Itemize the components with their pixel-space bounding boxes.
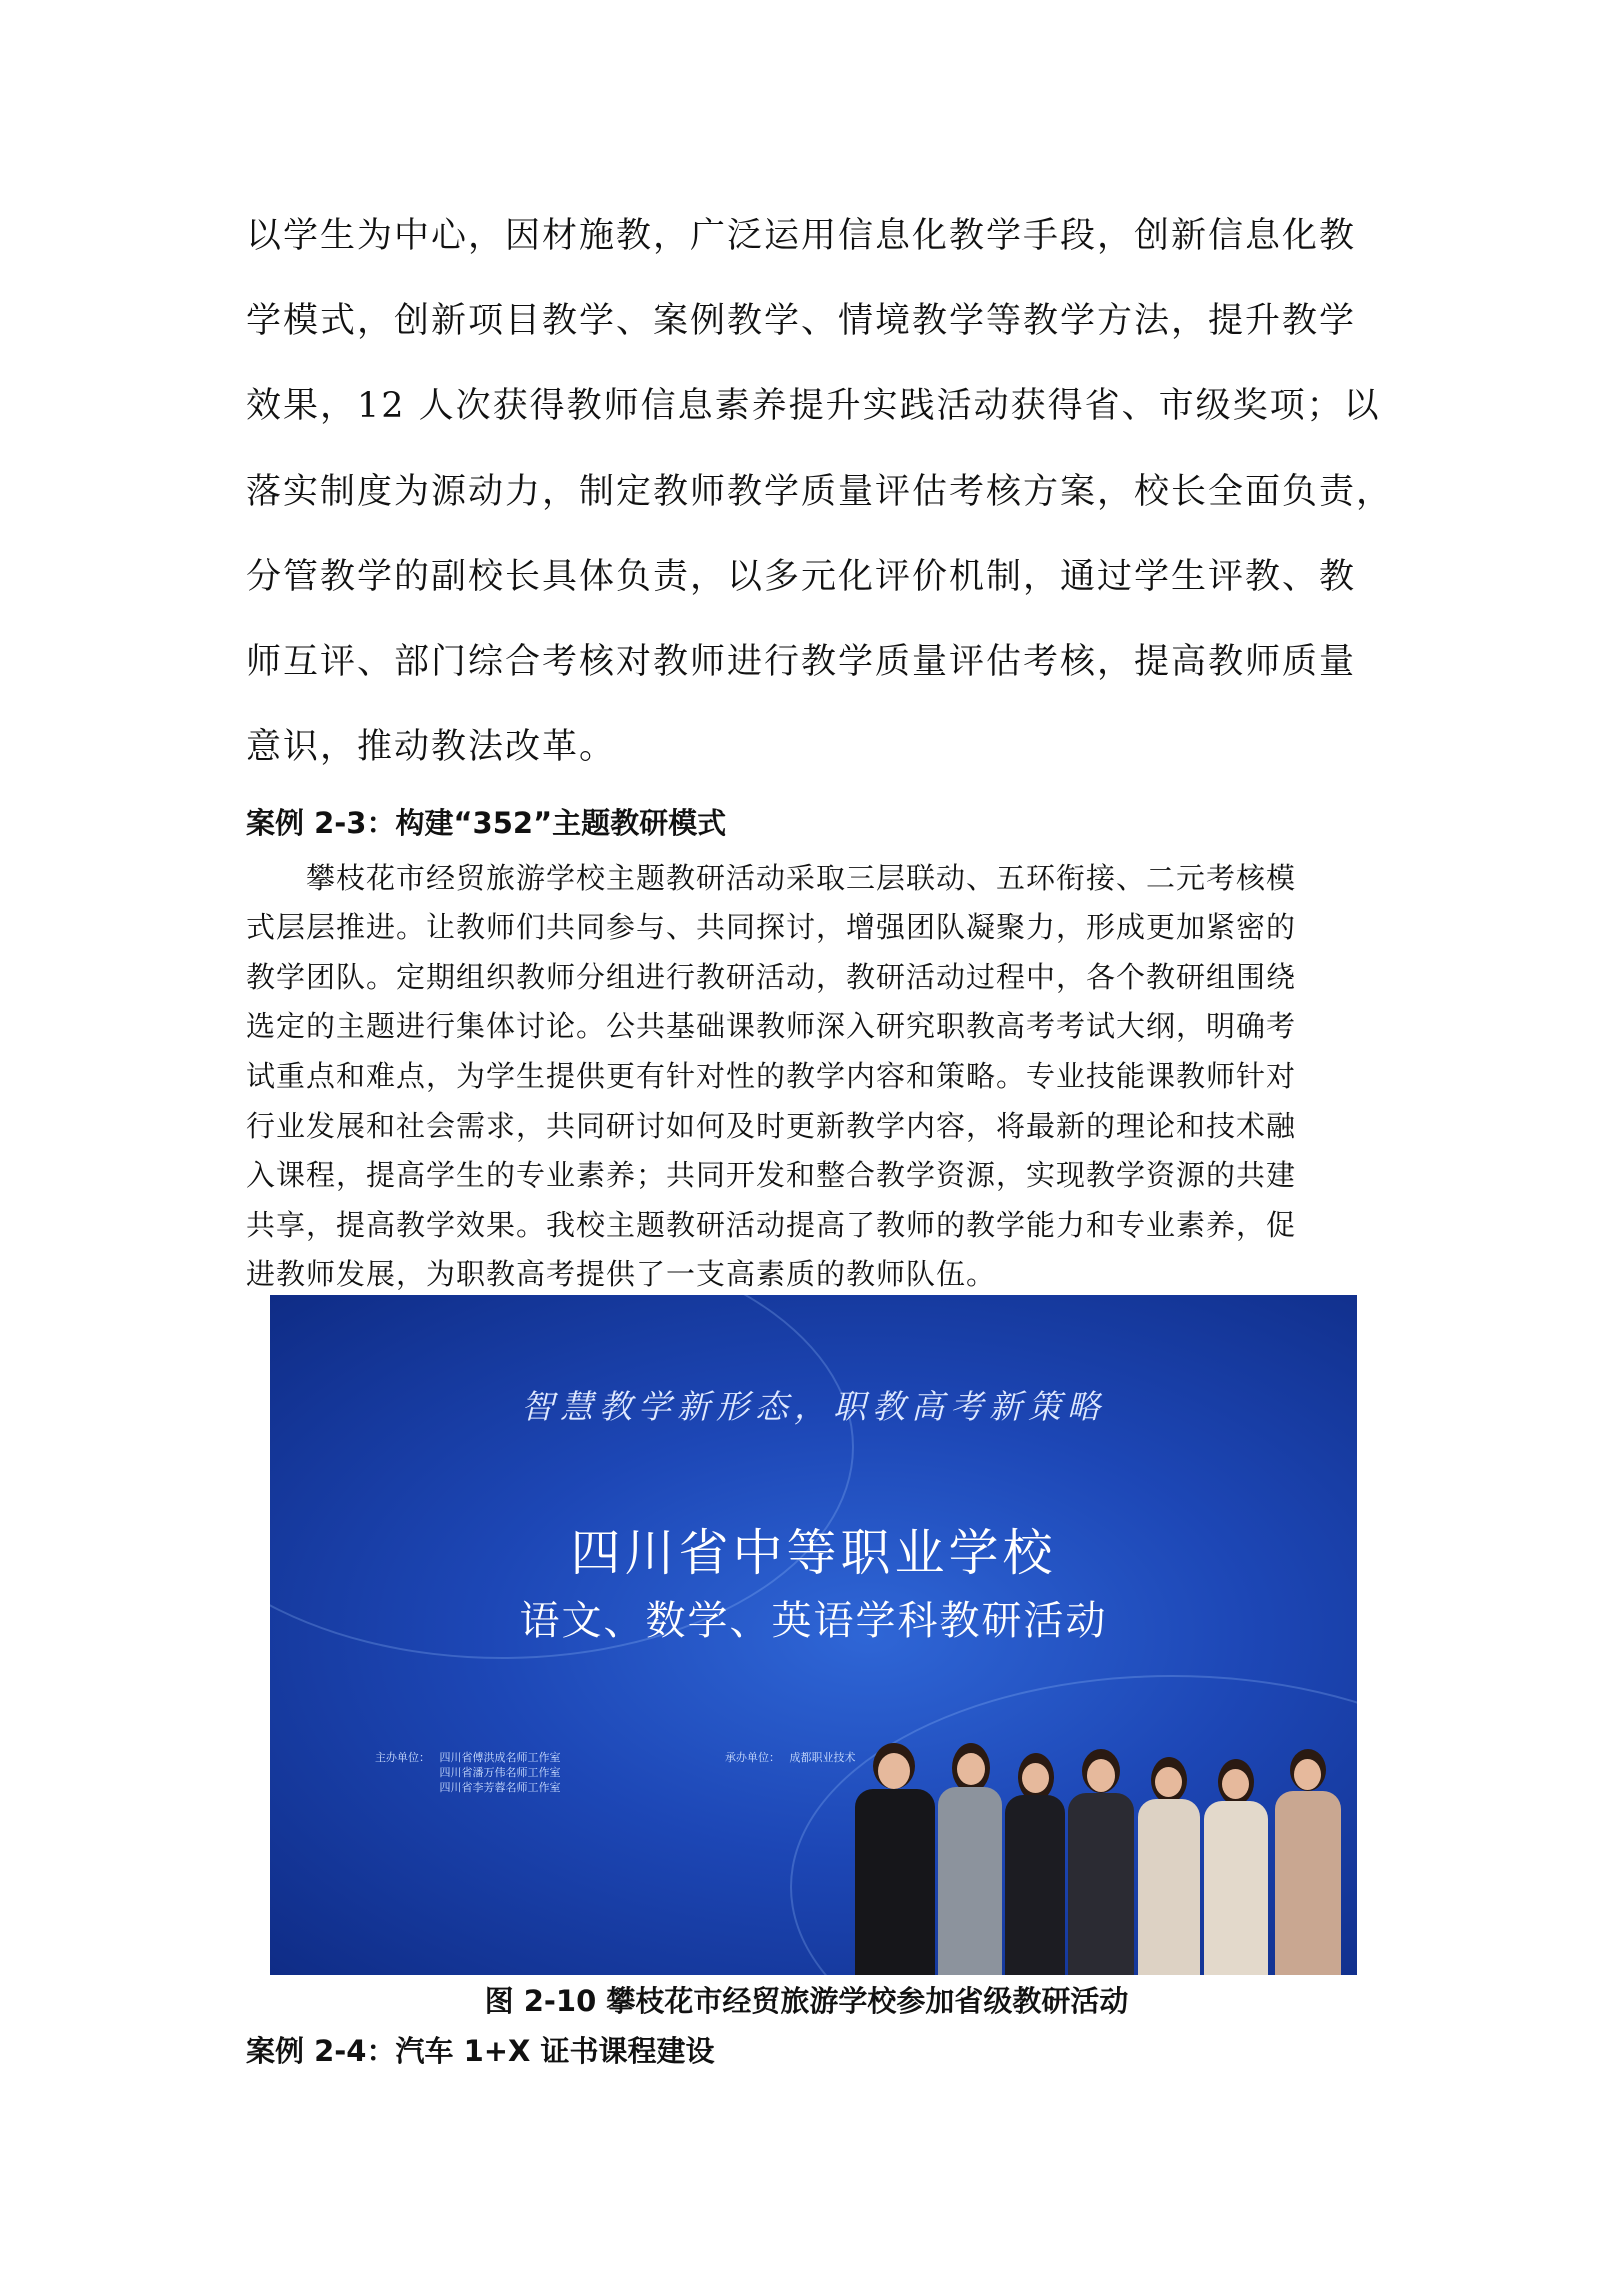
person [1138, 1757, 1200, 1975]
banner-subtitle: 语文、数学、英语学科教研活动 [519, 1598, 1108, 1644]
organizer-label: 承办单位： [725, 1751, 780, 1764]
text-line: 意识，推动教法改革。 [246, 727, 617, 767]
person [855, 1743, 935, 1975]
text-line: 以学生为中心，因材施教，广泛运用信息化教学手段，创新信息化教 [246, 216, 1357, 256]
text-line: 效果，12 人次获得教师信息素养提升实践活动获得省、市级奖项；以 [246, 386, 1381, 426]
banner-slogan: 智慧教学新形态，职教高考新策略 [521, 1387, 1106, 1426]
case-2-3-heading: 案例 2-3：构建“352”主题教研模式 [246, 806, 727, 840]
text-line: 选定的主题进行集体讨论。公共基础课教师深入研究职教高考考试大纲，明确考 [246, 1009, 1297, 1043]
text-line: 教学团队。定期组织教师分组进行教研活动，教研活动过程中，各个教研组围绕 [246, 960, 1297, 994]
host-label: 主办单位： [375, 1751, 430, 1764]
text-line: 试重点和难点，为学生提供更有针对性的教学内容和策略。专业技能课教师针对 [246, 1059, 1297, 1093]
organizer-name: 成都职业技术 [789, 1751, 856, 1764]
text-line: 分管教学的副校长具体负责，以多元化评价机制，通过学生评教、教 [246, 557, 1357, 597]
text-line: 师互评、部门综合考核对教师进行教学质量评估考核，提高教师质量 [246, 642, 1357, 682]
organizer-unit [725, 1750, 856, 1765]
figure-caption: 图 2-10 攀枝花市经贸旅游学校参加省级教研活动 [484, 1984, 1129, 2018]
text-line: 共享，提高教学效果。我校主题教研活动提高了教师的教学能力和专业素养，促 [246, 1208, 1297, 1242]
text-line: 行业发展和社会需求，共同研讨如何及时更新教学内容，将最新的理论和技术融 [246, 1109, 1297, 1143]
text-line: 攀枝花市经贸旅游学校主题教研活动采取三层联动、五环衔接、二元考核模 [306, 861, 1297, 895]
banner-title: 四川省中等职业学校 [570, 1524, 1057, 1582]
text-line: 进教师发展，为职教高考提供了一支高素质的教师队伍。 [246, 1257, 997, 1291]
text-line: 式层层推进。让教师们共同参与、共同探讨，增强团队凝聚力，形成更加紧密的 [246, 910, 1297, 944]
person [1275, 1749, 1341, 1975]
host-unit: 四川省李芳蓉名师工作室 [439, 1781, 561, 1794]
text-line: 入课程，提高学生的专业素养；共同开发和整合教学资源，实现教学资源的共建 [246, 1158, 1297, 1192]
case-2-4-heading: 案例 2-4：汽车 1+X 证书课程建设 [246, 2034, 715, 2068]
event-photo [270, 1295, 1357, 1975]
host-unit: 四川省潘万伟名师工作室 [439, 1766, 561, 1779]
person [1005, 1753, 1065, 1975]
person [938, 1743, 1002, 1975]
host-unit: 四川省傅洪成名师工作室 [439, 1751, 561, 1764]
host-units [375, 1750, 561, 1795]
person [1068, 1749, 1134, 1975]
text-line: 落实制度为源动力，制定教师教学质量评估考核方案，校长全面负责， [246, 472, 1394, 512]
text-line: 学模式，创新项目教学、案例教学、情境教学等教学方法，提升教学 [246, 301, 1357, 341]
person [1204, 1759, 1268, 1975]
